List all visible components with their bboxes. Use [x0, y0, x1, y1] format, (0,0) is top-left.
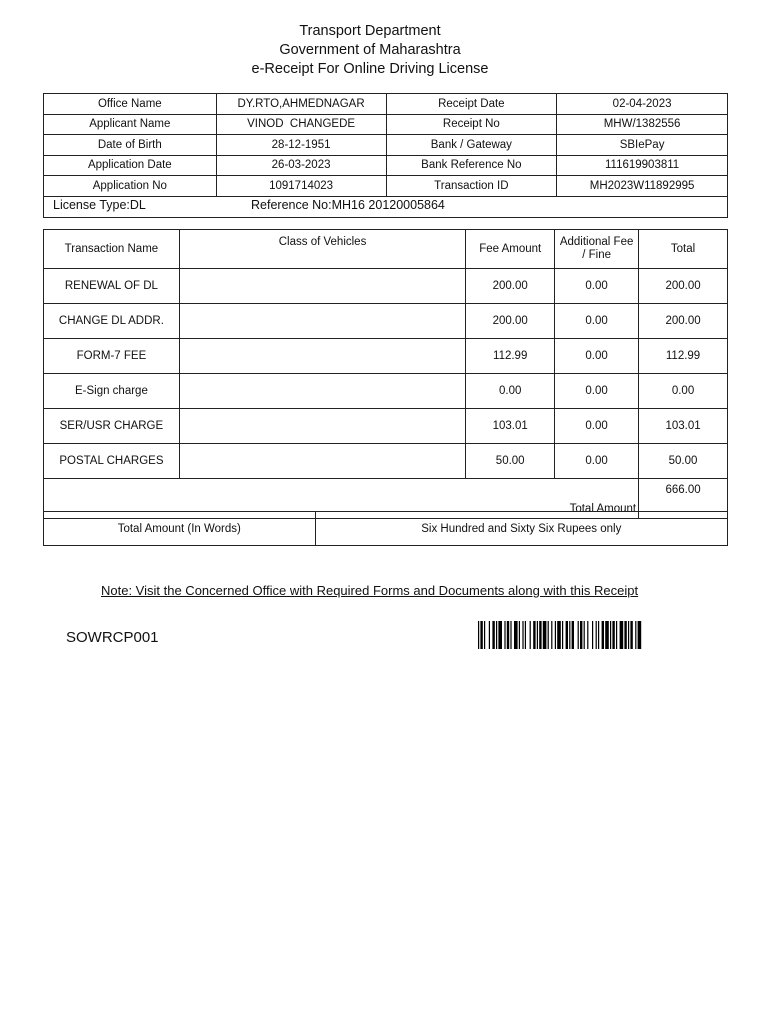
- barcode-bar: [566, 621, 568, 649]
- barcode-bar: [504, 621, 505, 649]
- license-reference-row: [43, 196, 728, 218]
- barcode-bar: [510, 621, 511, 649]
- barcode-bar: [551, 621, 552, 649]
- table-row: [44, 374, 728, 409]
- transaction-name: SER/USR CHARGE: [44, 409, 180, 444]
- receipt-header: [0, 22, 740, 79]
- table-row: [44, 135, 728, 156]
- government-title: Government of Maharashtra: [279, 42, 461, 58]
- barcode-bar: [484, 621, 485, 649]
- fee-amount: 200.00: [466, 304, 555, 339]
- barcode-bar: [605, 621, 609, 649]
- receipt-date-value: 02-04-2023: [557, 94, 728, 115]
- fee-amount: 200.00: [466, 269, 555, 304]
- barcode-bar: [555, 621, 556, 649]
- barcode-bar: [592, 621, 593, 649]
- dob-label: Date of Birth: [44, 135, 217, 156]
- transaction-name: FORM-7 FEE: [44, 339, 180, 374]
- table-row: [44, 176, 728, 196]
- barcode-bar: [480, 621, 482, 649]
- receipt-no-label: Receipt No: [386, 114, 557, 135]
- barcode-bar: [543, 621, 547, 649]
- amount-words-label: Total Amount (In Words): [44, 512, 316, 546]
- vehicle-class: [179, 444, 465, 479]
- department-title: Transport Department: [299, 23, 441, 39]
- application-date-value: 26-03-2023: [216, 155, 386, 176]
- barcode-bar: [514, 621, 518, 649]
- applicant-info-table: [43, 93, 728, 196]
- additional-fee: 0.00: [555, 409, 639, 444]
- barcode-bar: [562, 621, 563, 649]
- vehicle-class: [179, 409, 465, 444]
- reference-no: Reference No:MH16 20120005864: [251, 198, 445, 212]
- form-code: SOWRCP001: [66, 629, 159, 646]
- bank-reference-value: 111619903811: [557, 155, 728, 176]
- table-row: [44, 409, 728, 444]
- barcode-bar: [602, 621, 604, 649]
- bank-gateway-label: Bank / Gateway: [386, 135, 557, 156]
- application-no-label: Application No: [44, 176, 217, 196]
- col-fee-amount: Fee Amount: [466, 230, 555, 269]
- dob-value: 28-12-1951: [216, 135, 386, 156]
- col-total: Total: [639, 230, 728, 269]
- vehicle-class: [179, 269, 465, 304]
- row-total: 200.00: [639, 304, 728, 339]
- barcode-bar: [548, 621, 549, 649]
- barcode-bar: [610, 621, 611, 649]
- barcode-bar: [569, 621, 570, 649]
- additional-fee: 0.00: [555, 374, 639, 409]
- barcode-bar: [628, 621, 629, 649]
- amount-in-words-table: [43, 511, 728, 546]
- table-row: [44, 114, 728, 135]
- barcode-bar: [478, 621, 479, 649]
- barcode-bar: [624, 621, 626, 649]
- barcode-bar: [522, 621, 523, 649]
- transaction-name: CHANGE DL ADDR.: [44, 304, 180, 339]
- applicant-name-value: VINOD CHANGEDE: [216, 114, 386, 135]
- transaction-name: E-Sign charge: [44, 374, 180, 409]
- additional-fee: 0.00: [555, 304, 639, 339]
- receipt-no-value: MHW/1382556: [557, 114, 728, 135]
- row-total: 112.99: [639, 339, 728, 374]
- barcode-bar: [587, 621, 588, 649]
- barcode-bar: [539, 621, 541, 649]
- transaction-name: RENEWAL OF DL: [44, 269, 180, 304]
- fee-amount: 112.99: [466, 339, 555, 374]
- col-transaction-name: Transaction Name: [44, 230, 180, 269]
- row-total: 103.01: [639, 409, 728, 444]
- barcode-bar: [616, 621, 617, 649]
- barcode-bar: [584, 621, 585, 649]
- table-row: [44, 444, 728, 479]
- barcode-bar: [489, 621, 490, 649]
- barcode-bar: [519, 621, 520, 649]
- application-no-value: 1091714023: [216, 176, 386, 196]
- barcode-bar: [557, 621, 561, 649]
- transaction-id-value: MH2023W11892995: [557, 176, 728, 196]
- barcode-bar: [630, 621, 632, 649]
- row-total: 50.00: [639, 444, 728, 479]
- barcode-icon: [478, 621, 720, 649]
- additional-fee: 0.00: [555, 339, 639, 374]
- additional-fee: 0.00: [555, 444, 639, 479]
- barcode-bar: [498, 621, 502, 649]
- col-additional-fee: Additional Fee / Fine: [555, 230, 639, 269]
- barcode-bar: [578, 621, 579, 649]
- barcode-bar: [635, 621, 636, 649]
- bank-reference-label: Bank Reference No: [386, 155, 557, 176]
- table-row: [44, 512, 728, 546]
- fee-amount: 103.01: [466, 409, 555, 444]
- row-total: 200.00: [639, 269, 728, 304]
- amount-words-value: Six Hundred and Sixty Six Rupees only: [315, 512, 727, 546]
- table-row: [44, 155, 728, 176]
- col-class-of-vehicles: Class of Vehicles: [179, 230, 465, 269]
- table-row: [44, 94, 728, 115]
- receipt-note: Note: Visit the Concerned Office with Required Forms and Documents along with this Receipt: [101, 583, 639, 598]
- barcode-bar: [507, 621, 509, 649]
- office-name-label: Office Name: [44, 94, 217, 115]
- barcode-bar: [533, 621, 535, 649]
- vehicle-class: [179, 339, 465, 374]
- barcode-bar: [525, 621, 526, 649]
- total-amount-value: 666.00: [639, 479, 728, 519]
- barcode-bar: [598, 621, 599, 649]
- barcode-bar: [612, 621, 614, 649]
- fee-table: [43, 229, 728, 519]
- vehicle-class: [179, 304, 465, 339]
- application-date-label: Application Date: [44, 155, 217, 176]
- row-total: 0.00: [639, 374, 728, 409]
- barcode-bar: [620, 621, 624, 649]
- office-name-value: DY.RTO,AHMEDNAGAR: [216, 94, 386, 115]
- transaction-name: POSTAL CHARGES: [44, 444, 180, 479]
- barcode-bar: [537, 621, 538, 649]
- license-type: License Type:DL: [53, 198, 146, 212]
- fee-amount: 50.00: [466, 444, 555, 479]
- receipt-title: e-Receipt For Online Driving License: [251, 61, 489, 77]
- bank-gateway-value: SBIePay: [557, 135, 728, 156]
- vehicle-class: [179, 374, 465, 409]
- receipt-date-label: Receipt Date: [386, 94, 557, 115]
- barcode-bar: [572, 621, 574, 649]
- total-amount-label: Total Amount: [44, 479, 639, 519]
- barcode-bar: [638, 621, 642, 649]
- table-row: [44, 304, 728, 339]
- transaction-id-label: Transaction ID: [386, 176, 557, 196]
- additional-fee: 0.00: [555, 269, 639, 304]
- barcode-bar: [596, 621, 597, 649]
- table-row: [44, 339, 728, 374]
- fee-header-row: [44, 230, 728, 269]
- barcode-bar: [530, 621, 531, 649]
- barcode-bar: [496, 621, 497, 649]
- barcode-bar: [580, 621, 582, 649]
- barcode-bar: [492, 621, 494, 649]
- table-row: [44, 269, 728, 304]
- fee-amount: 0.00: [466, 374, 555, 409]
- applicant-name-label: Applicant Name: [44, 114, 217, 135]
